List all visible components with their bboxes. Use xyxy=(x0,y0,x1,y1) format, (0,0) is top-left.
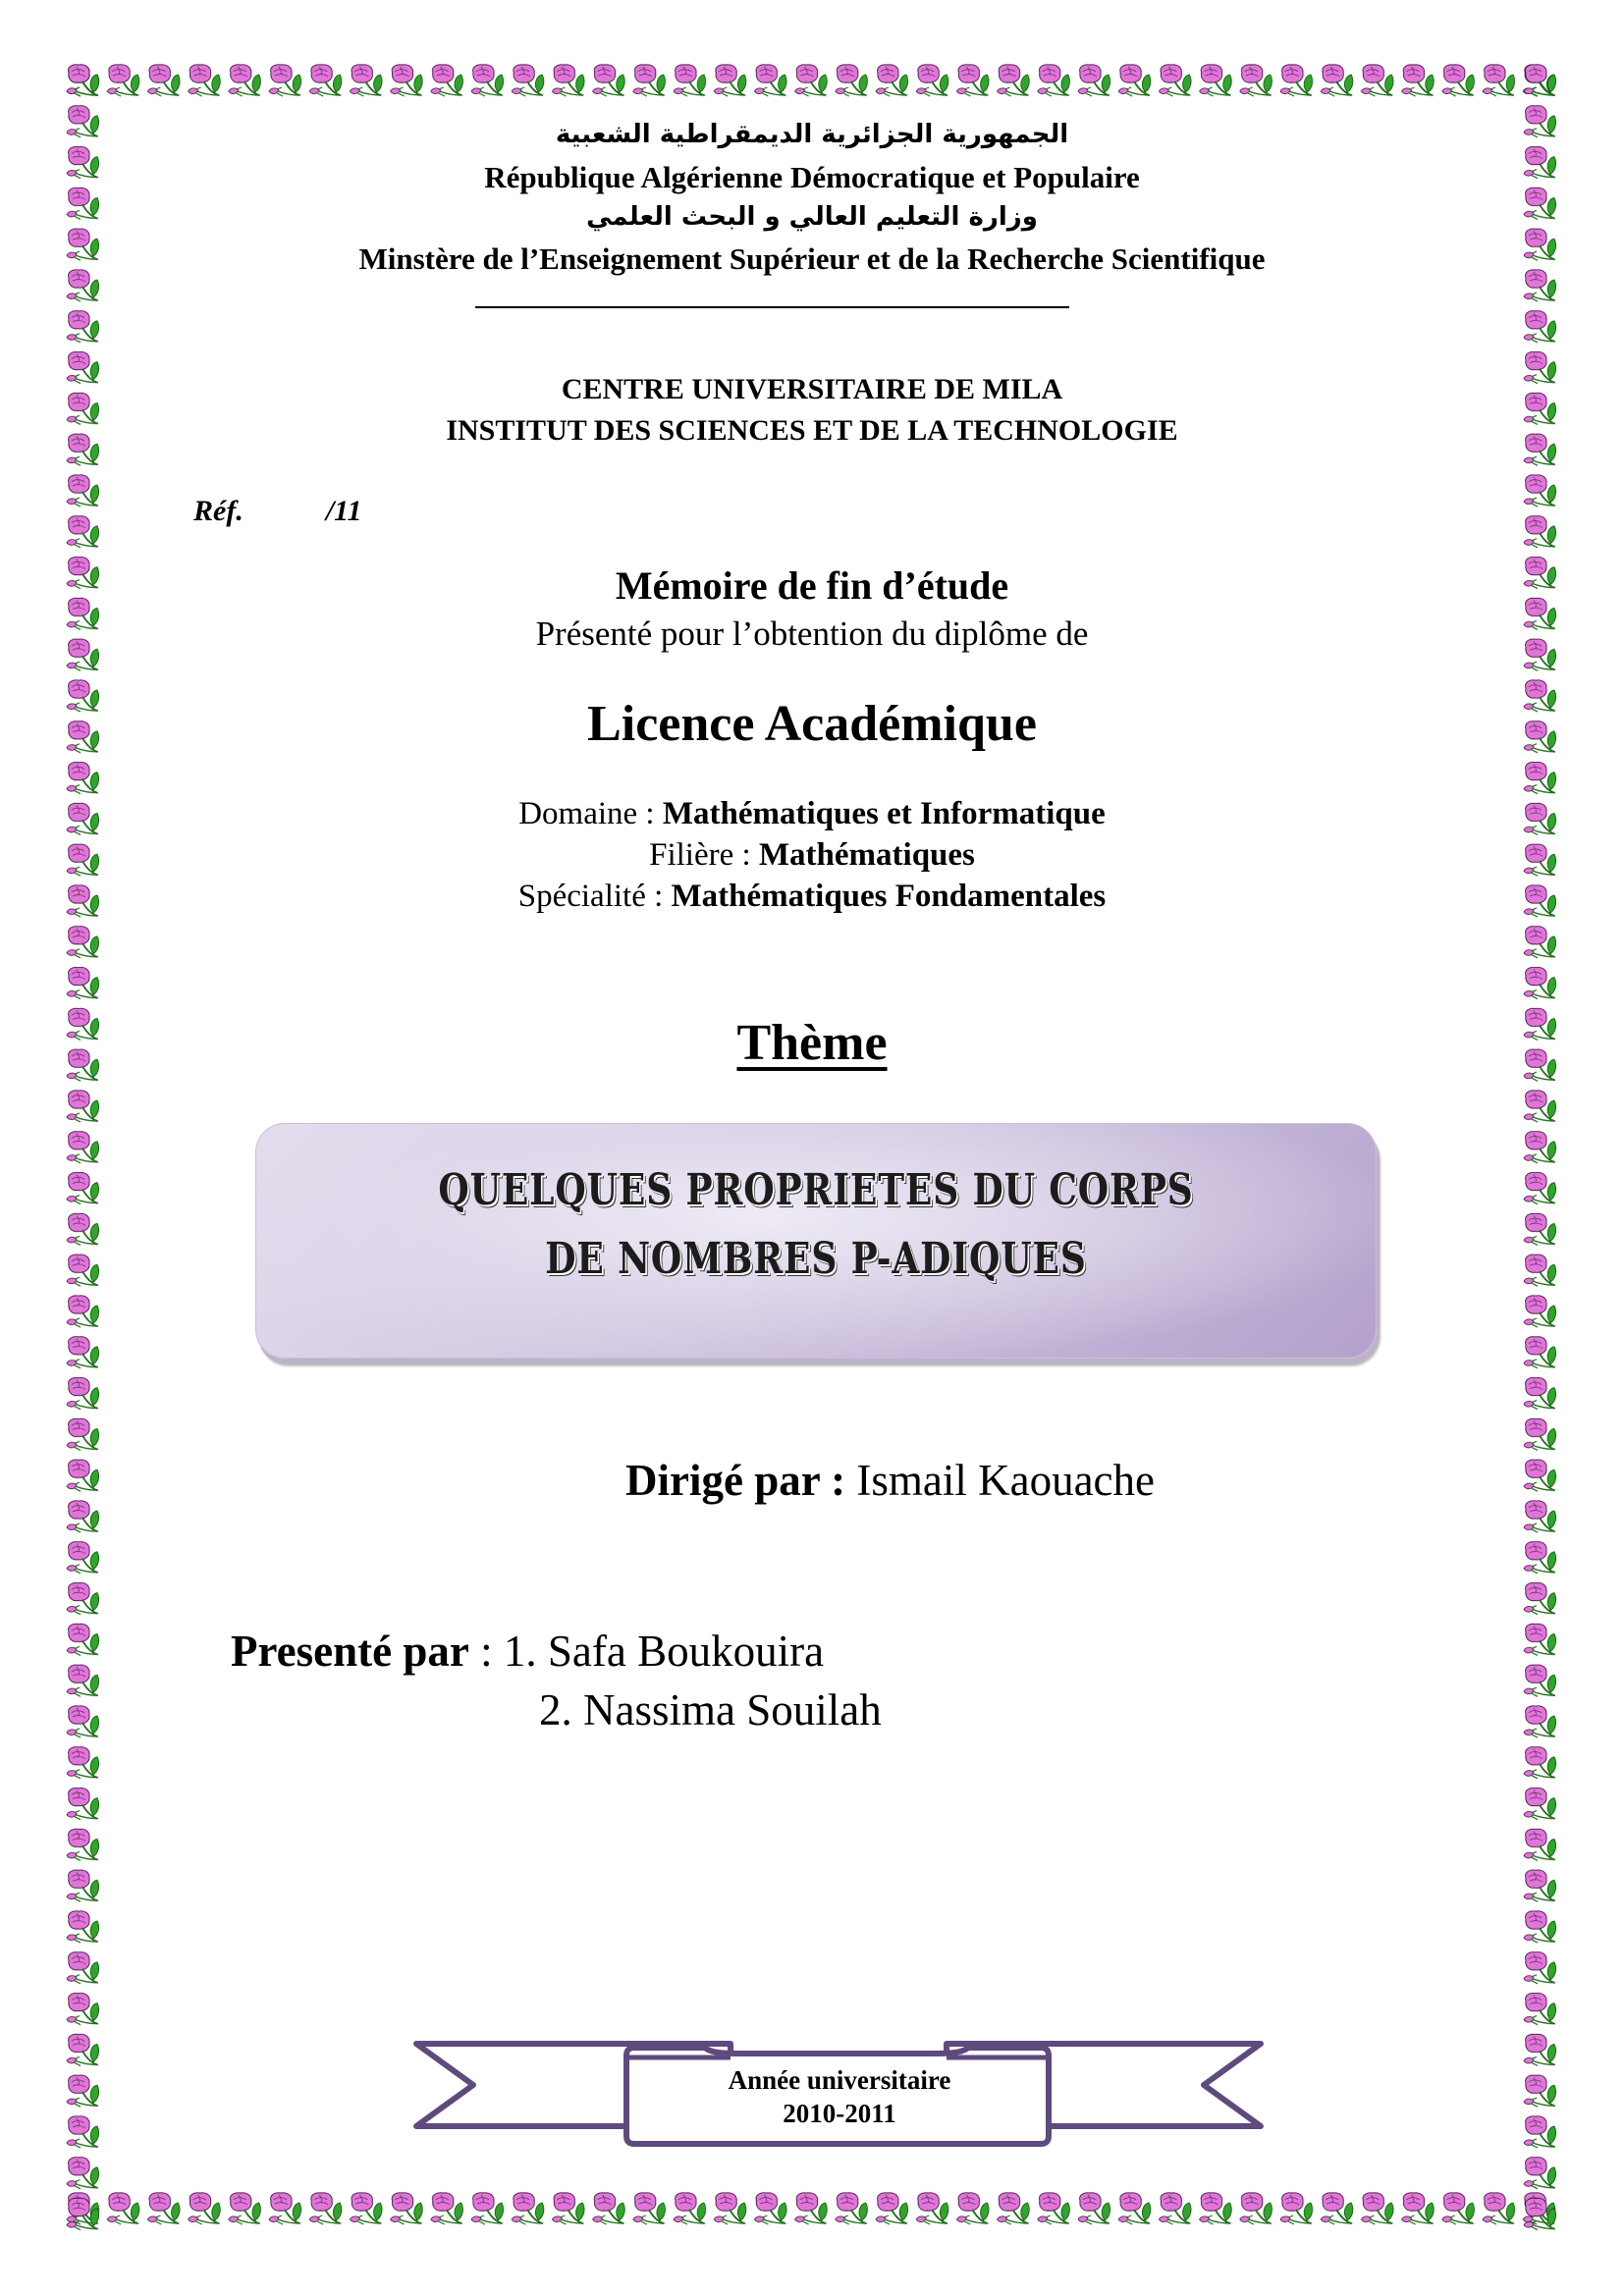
memoire-subtitle: Présenté pour l’obtention du diplôme de xyxy=(535,614,1089,653)
ministry-heading: Minstère de l’Enseignement Supérieur et de la Recherche Scientifique xyxy=(358,241,1266,276)
filiere-line xyxy=(0,837,1624,874)
degree-title: Licence Académique xyxy=(587,696,1037,752)
supervisor-line xyxy=(625,1455,1155,1506)
arabic-ministry-heading: وزارة التعليم العالي و البحث العلمي xyxy=(586,202,1038,232)
supervisor-label: Dirigé par : xyxy=(625,1456,857,1505)
specialite-label: Spécialité : xyxy=(517,879,672,914)
specialite-value: Mathématiques Fondamentales xyxy=(671,879,1107,914)
rose-icon xyxy=(65,2191,1563,2232)
arabic-republic-heading: الجمهورية الجزائرية الديمقراطية الشعبية xyxy=(555,120,1069,149)
centre-name: CENTRE UNIVERSITAIRE DE MILA xyxy=(561,373,1063,405)
authors-separator: : xyxy=(468,1627,504,1676)
header-divider xyxy=(475,306,1069,308)
theme-title-line-1: QUELQUES PROPRIETES DU CORPS xyxy=(438,1165,1194,1215)
reference xyxy=(193,495,362,528)
domaine-label: Domaine : xyxy=(518,796,663,831)
memoire-title: Mémoire de fin d’étude xyxy=(615,563,1009,608)
filiere-value: Mathématiques xyxy=(758,837,975,873)
year-label: Année universitaire xyxy=(728,2065,951,2095)
republic-heading: République Algérienne Démocratique et Populaire xyxy=(484,160,1140,194)
domaine-line xyxy=(0,796,1624,832)
rose-icon xyxy=(65,63,1563,104)
filiere-label: Filière : xyxy=(649,837,759,873)
reference-number: /11 xyxy=(325,495,362,527)
authors-label: Presenté par xyxy=(231,1627,469,1676)
reference-label: Réf. xyxy=(193,495,244,527)
domaine-value: Mathématiques et Informatique xyxy=(662,796,1106,831)
author-2: 2. Nassima Souilah xyxy=(539,1685,882,1735)
academic-year: 2010-2011 xyxy=(783,2099,896,2128)
specialite-line xyxy=(0,879,1624,915)
author-1: 1. Safa Boukouira xyxy=(503,1627,825,1676)
supervisor-name: Ismail Kaouache xyxy=(856,1456,1155,1505)
theme-title-line-2: DE NOMBRES P-ADIQUES xyxy=(545,1234,1087,1284)
authors-line xyxy=(231,1626,824,1677)
institut-name: INSTITUT DES SCIENCES ET DE LA TECHNOLOGIE xyxy=(446,414,1178,447)
rose-border-top xyxy=(65,63,1563,104)
theme-title-box xyxy=(255,1123,1377,1359)
theme-heading: Thème xyxy=(736,1015,888,1071)
rose-border-bottom xyxy=(65,2191,1563,2232)
